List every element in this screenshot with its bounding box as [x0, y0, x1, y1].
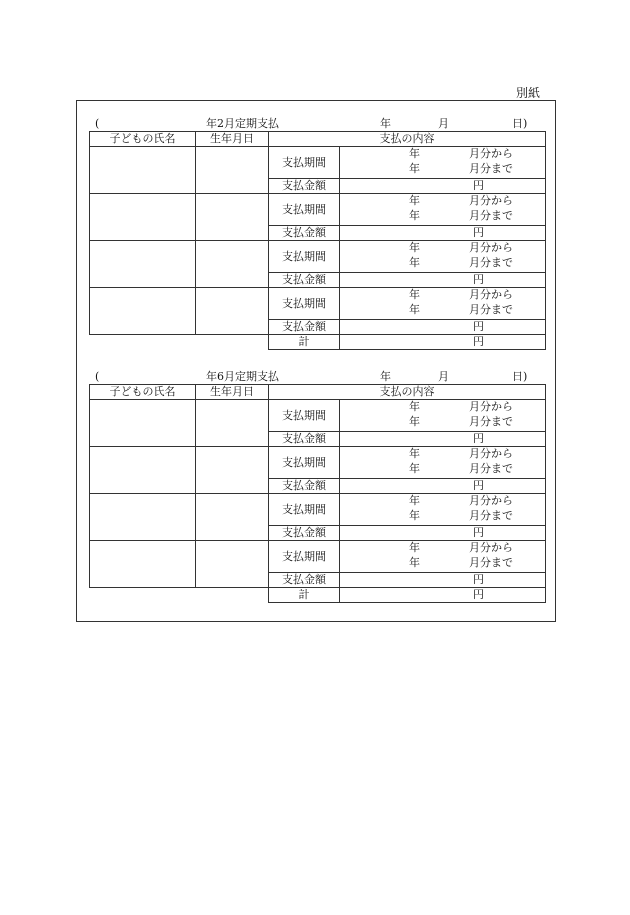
to-year-label: 年 [409, 256, 420, 269]
payment-row-period [90, 288, 546, 320]
to-month-label: 月分まで [469, 303, 513, 316]
from-month-label: 月分から [469, 447, 513, 460]
amount-label: 支払金額 [269, 179, 340, 194]
payment-section [89, 117, 545, 350]
child-name-cell[interactable] [90, 194, 196, 241]
to-year-label: 年 [409, 209, 420, 222]
birth-date-cell[interactable] [196, 447, 269, 494]
from-year-label: 年 [409, 288, 420, 301]
to-year-label: 年 [409, 509, 420, 522]
period-values-cell[interactable] [340, 147, 546, 179]
header-payment-content: 支払の内容 [269, 385, 546, 400]
total-row [90, 588, 546, 603]
period-label: 支払期間 [269, 541, 340, 573]
header-child-name: 子どもの氏名 [90, 385, 196, 400]
amount-label: 支払金額 [269, 320, 340, 335]
header-birth-date: 生年月日 [196, 385, 269, 400]
amount-label: 支払金額 [269, 226, 340, 241]
payment-row-period [90, 400, 546, 432]
from-month-label: 月分から [469, 400, 513, 413]
amount-value-cell[interactable] [340, 179, 546, 194]
header-payment-content: 支払の内容 [269, 132, 546, 147]
heading-close-day: 日) [512, 370, 528, 383]
birth-date-cell[interactable] [196, 541, 269, 588]
birth-date-cell[interactable] [196, 494, 269, 541]
heading-month: 月 [438, 370, 449, 383]
child-name-cell[interactable] [90, 400, 196, 447]
total-yen-unit: 円 [473, 335, 484, 348]
amount-value-cell[interactable] [340, 432, 546, 447]
from-year-label: 年 [409, 447, 420, 460]
from-month-label: 月分から [469, 147, 513, 160]
birth-date-cell[interactable] [196, 288, 269, 335]
yen-unit: 円 [473, 179, 484, 192]
period-label: 支払期間 [269, 400, 340, 432]
payment-row-period [90, 241, 546, 273]
child-name-cell[interactable] [90, 147, 196, 194]
to-month-label: 月分まで [469, 462, 513, 475]
birth-date-cell[interactable] [196, 147, 269, 194]
period-values-cell[interactable] [340, 447, 546, 479]
amount-value-cell[interactable] [340, 226, 546, 241]
amount-label: 支払金額 [269, 273, 340, 288]
period-values-cell[interactable] [340, 194, 546, 226]
payment-row-period [90, 194, 546, 226]
amount-label: 支払金額 [269, 526, 340, 541]
heading-month: 月 [438, 117, 449, 130]
child-name-cell[interactable] [90, 494, 196, 541]
period-values-cell[interactable] [340, 400, 546, 432]
heading-title: 年6月定期支払 [206, 370, 279, 383]
to-month-label: 月分まで [469, 556, 513, 569]
heading-close-day: 日) [512, 117, 528, 130]
from-year-label: 年 [409, 494, 420, 507]
yen-unit: 円 [473, 526, 484, 539]
payment-row-period [90, 447, 546, 479]
to-month-label: 月分まで [469, 256, 513, 269]
period-label: 支払期間 [269, 288, 340, 320]
amount-value-cell[interactable] [340, 479, 546, 494]
birth-date-cell[interactable] [196, 400, 269, 447]
birth-date-cell[interactable] [196, 241, 269, 288]
payment-row-period [90, 541, 546, 573]
period-values-cell[interactable] [340, 241, 546, 273]
total-value-cell[interactable] [340, 335, 546, 350]
amount-value-cell[interactable] [340, 526, 546, 541]
section-heading [89, 117, 545, 131]
yen-unit: 円 [473, 320, 484, 333]
payment-table [89, 131, 546, 350]
from-month-label: 月分から [469, 541, 513, 554]
total-value-cell[interactable] [340, 588, 546, 603]
period-label: 支払期間 [269, 147, 340, 179]
from-month-label: 月分から [469, 494, 513, 507]
to-year-label: 年 [409, 303, 420, 316]
payment-section [89, 370, 545, 603]
amount-label: 支払金額 [269, 432, 340, 447]
from-year-label: 年 [409, 194, 420, 207]
period-label: 支払期間 [269, 194, 340, 226]
to-year-label: 年 [409, 415, 420, 428]
from-year-label: 年 [409, 400, 420, 413]
to-month-label: 月分まで [469, 509, 513, 522]
yen-unit: 円 [473, 273, 484, 286]
total-yen-unit: 円 [473, 588, 484, 601]
from-year-label: 年 [409, 147, 420, 160]
table-header-row [90, 385, 546, 400]
payment-row-period [90, 147, 546, 179]
from-year-label: 年 [409, 541, 420, 554]
to-year-label: 年 [409, 162, 420, 175]
from-month-label: 月分から [469, 288, 513, 301]
amount-value-cell[interactable] [340, 320, 546, 335]
period-values-cell[interactable] [340, 288, 546, 320]
to-month-label: 月分まで [469, 415, 513, 428]
header-child-name: 子どもの氏名 [90, 132, 196, 147]
period-values-cell[interactable] [340, 494, 546, 526]
table-header-row [90, 132, 546, 147]
birth-date-cell[interactable] [196, 194, 269, 241]
payment-table [89, 384, 546, 603]
total-row [90, 335, 546, 350]
period-label: 支払期間 [269, 447, 340, 479]
heading-year: 年 [380, 117, 391, 130]
heading-open-paren: ( [95, 117, 100, 130]
total-label: 計 [269, 335, 340, 350]
amount-label: 支払金額 [269, 479, 340, 494]
heading-title: 年2月定期支払 [206, 117, 279, 130]
to-month-label: 月分まで [469, 162, 513, 175]
child-name-cell[interactable] [90, 288, 196, 335]
period-label: 支払期間 [269, 241, 340, 273]
total-label: 計 [269, 588, 340, 603]
yen-unit: 円 [473, 226, 484, 239]
amount-value-cell[interactable] [340, 573, 546, 588]
amount-label: 支払金額 [269, 573, 340, 588]
to-month-label: 月分まで [469, 209, 513, 222]
payment-row-period [90, 494, 546, 526]
attachment-label: 別紙 [516, 86, 541, 100]
section-heading [89, 370, 545, 384]
heading-open-paren: ( [95, 370, 100, 383]
child-name-cell[interactable] [90, 447, 196, 494]
heading-year: 年 [380, 370, 391, 383]
child-name-cell[interactable] [90, 541, 196, 588]
from-month-label: 月分から [469, 241, 513, 254]
child-name-cell[interactable] [90, 241, 196, 288]
from-month-label: 月分から [469, 194, 513, 207]
from-year-label: 年 [409, 241, 420, 254]
period-label: 支払期間 [269, 494, 340, 526]
amount-value-cell[interactable] [340, 273, 546, 288]
yen-unit: 円 [473, 573, 484, 586]
header-birth-date: 生年月日 [196, 132, 269, 147]
period-values-cell[interactable] [340, 541, 546, 573]
to-year-label: 年 [409, 556, 420, 569]
to-year-label: 年 [409, 462, 420, 475]
yen-unit: 円 [473, 479, 484, 492]
yen-unit: 円 [473, 432, 484, 445]
